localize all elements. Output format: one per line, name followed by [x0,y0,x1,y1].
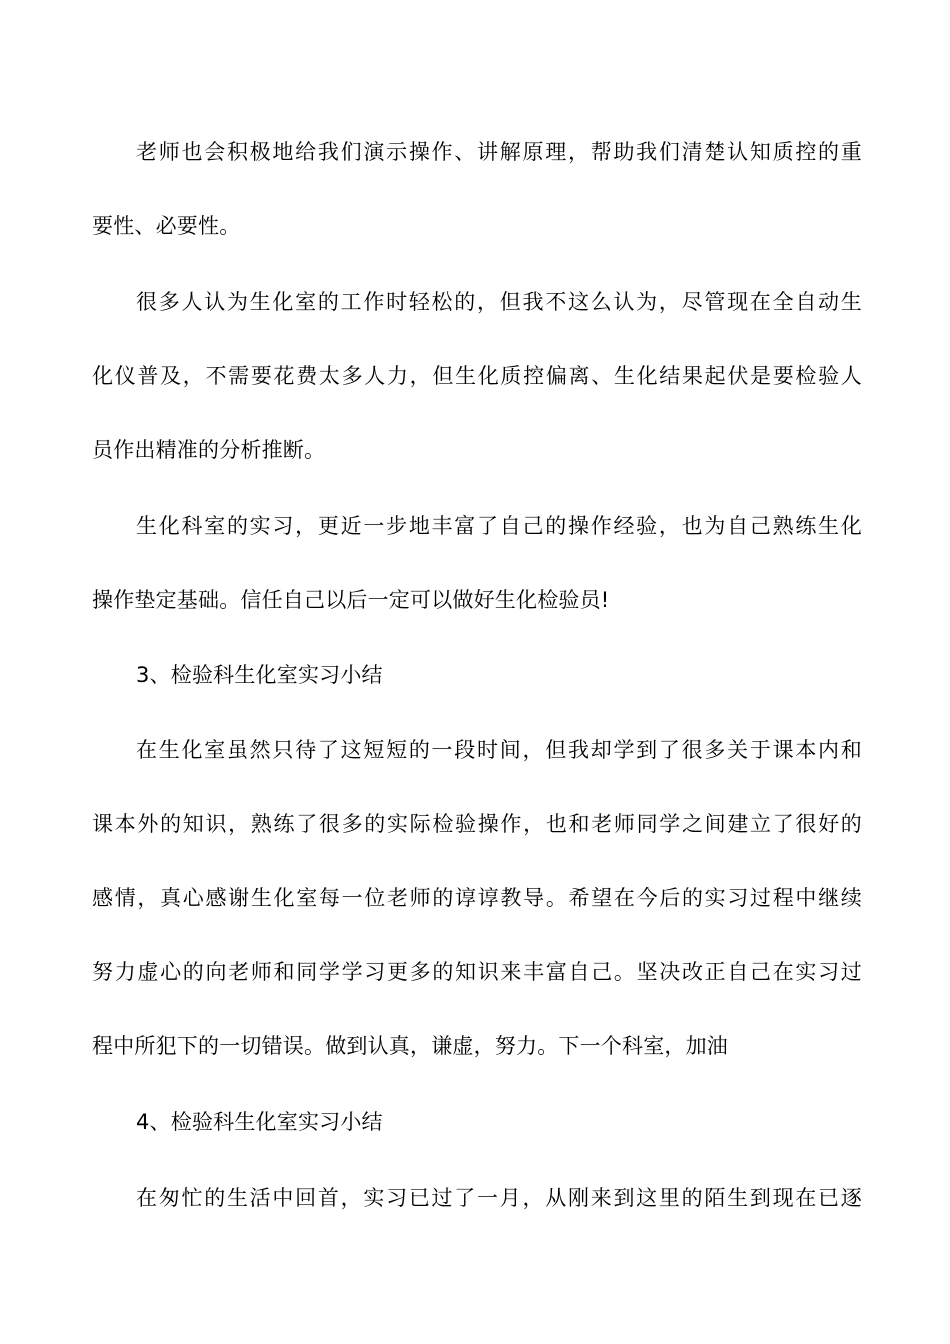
section-heading: 4、检验科生化室实习小结 [136,1110,383,1134]
paragraph-line: 生化科室的实习，更近一步地丰富了自己的操作经验，也为自己熟练生化 [136,514,862,538]
paragraph-line: 很多人认为生化室的工作时轻松的，但我不这么认为，尽管现在全自动生 [136,290,862,314]
paragraph-line: 员作出精准的分析推断。 [92,438,326,462]
paragraph-line: 程中所犯下的一切错误。做到认真，谦虚，努力。下一个科室，加油 [92,1034,728,1058]
paragraph-line: 化仪普及，不需要花费太多人力，但生化质控偏离、生化结果起伏是要检验人 [92,364,862,388]
paragraph-line: 在生化室虽然只待了这短短的一段时间，但我却学到了很多关于课本内和 [136,738,862,762]
paragraph-line: 操作垫定基础。信任自己以后一定可以做好生化检验员! [92,588,610,612]
paragraph-line: 在匆忙的生活中回首，实习已过了一月，从刚来到这里的陌生到现在已逐 [136,1186,862,1210]
paragraph-line: 感情，真心感谢生化室每一位老师的谆谆教导。希望在今后的实习过程中继续 [92,886,862,910]
section-heading: 3、检验科生化室实习小结 [136,663,383,687]
paragraph-line: 老师也会积极地给我们演示操作、讲解原理，帮助我们清楚认知质控的重 [136,140,862,164]
paragraph-line: 努力虚心的向老师和同学学习更多的知识来丰富自己。坚决改正自己在实习过 [92,960,862,984]
paragraph-line: 要性、必要性。 [92,214,241,238]
paragraph-line: 课本外的知识，熟练了很多的实际检验操作，也和老师同学之间建立了很好的 [92,812,862,836]
